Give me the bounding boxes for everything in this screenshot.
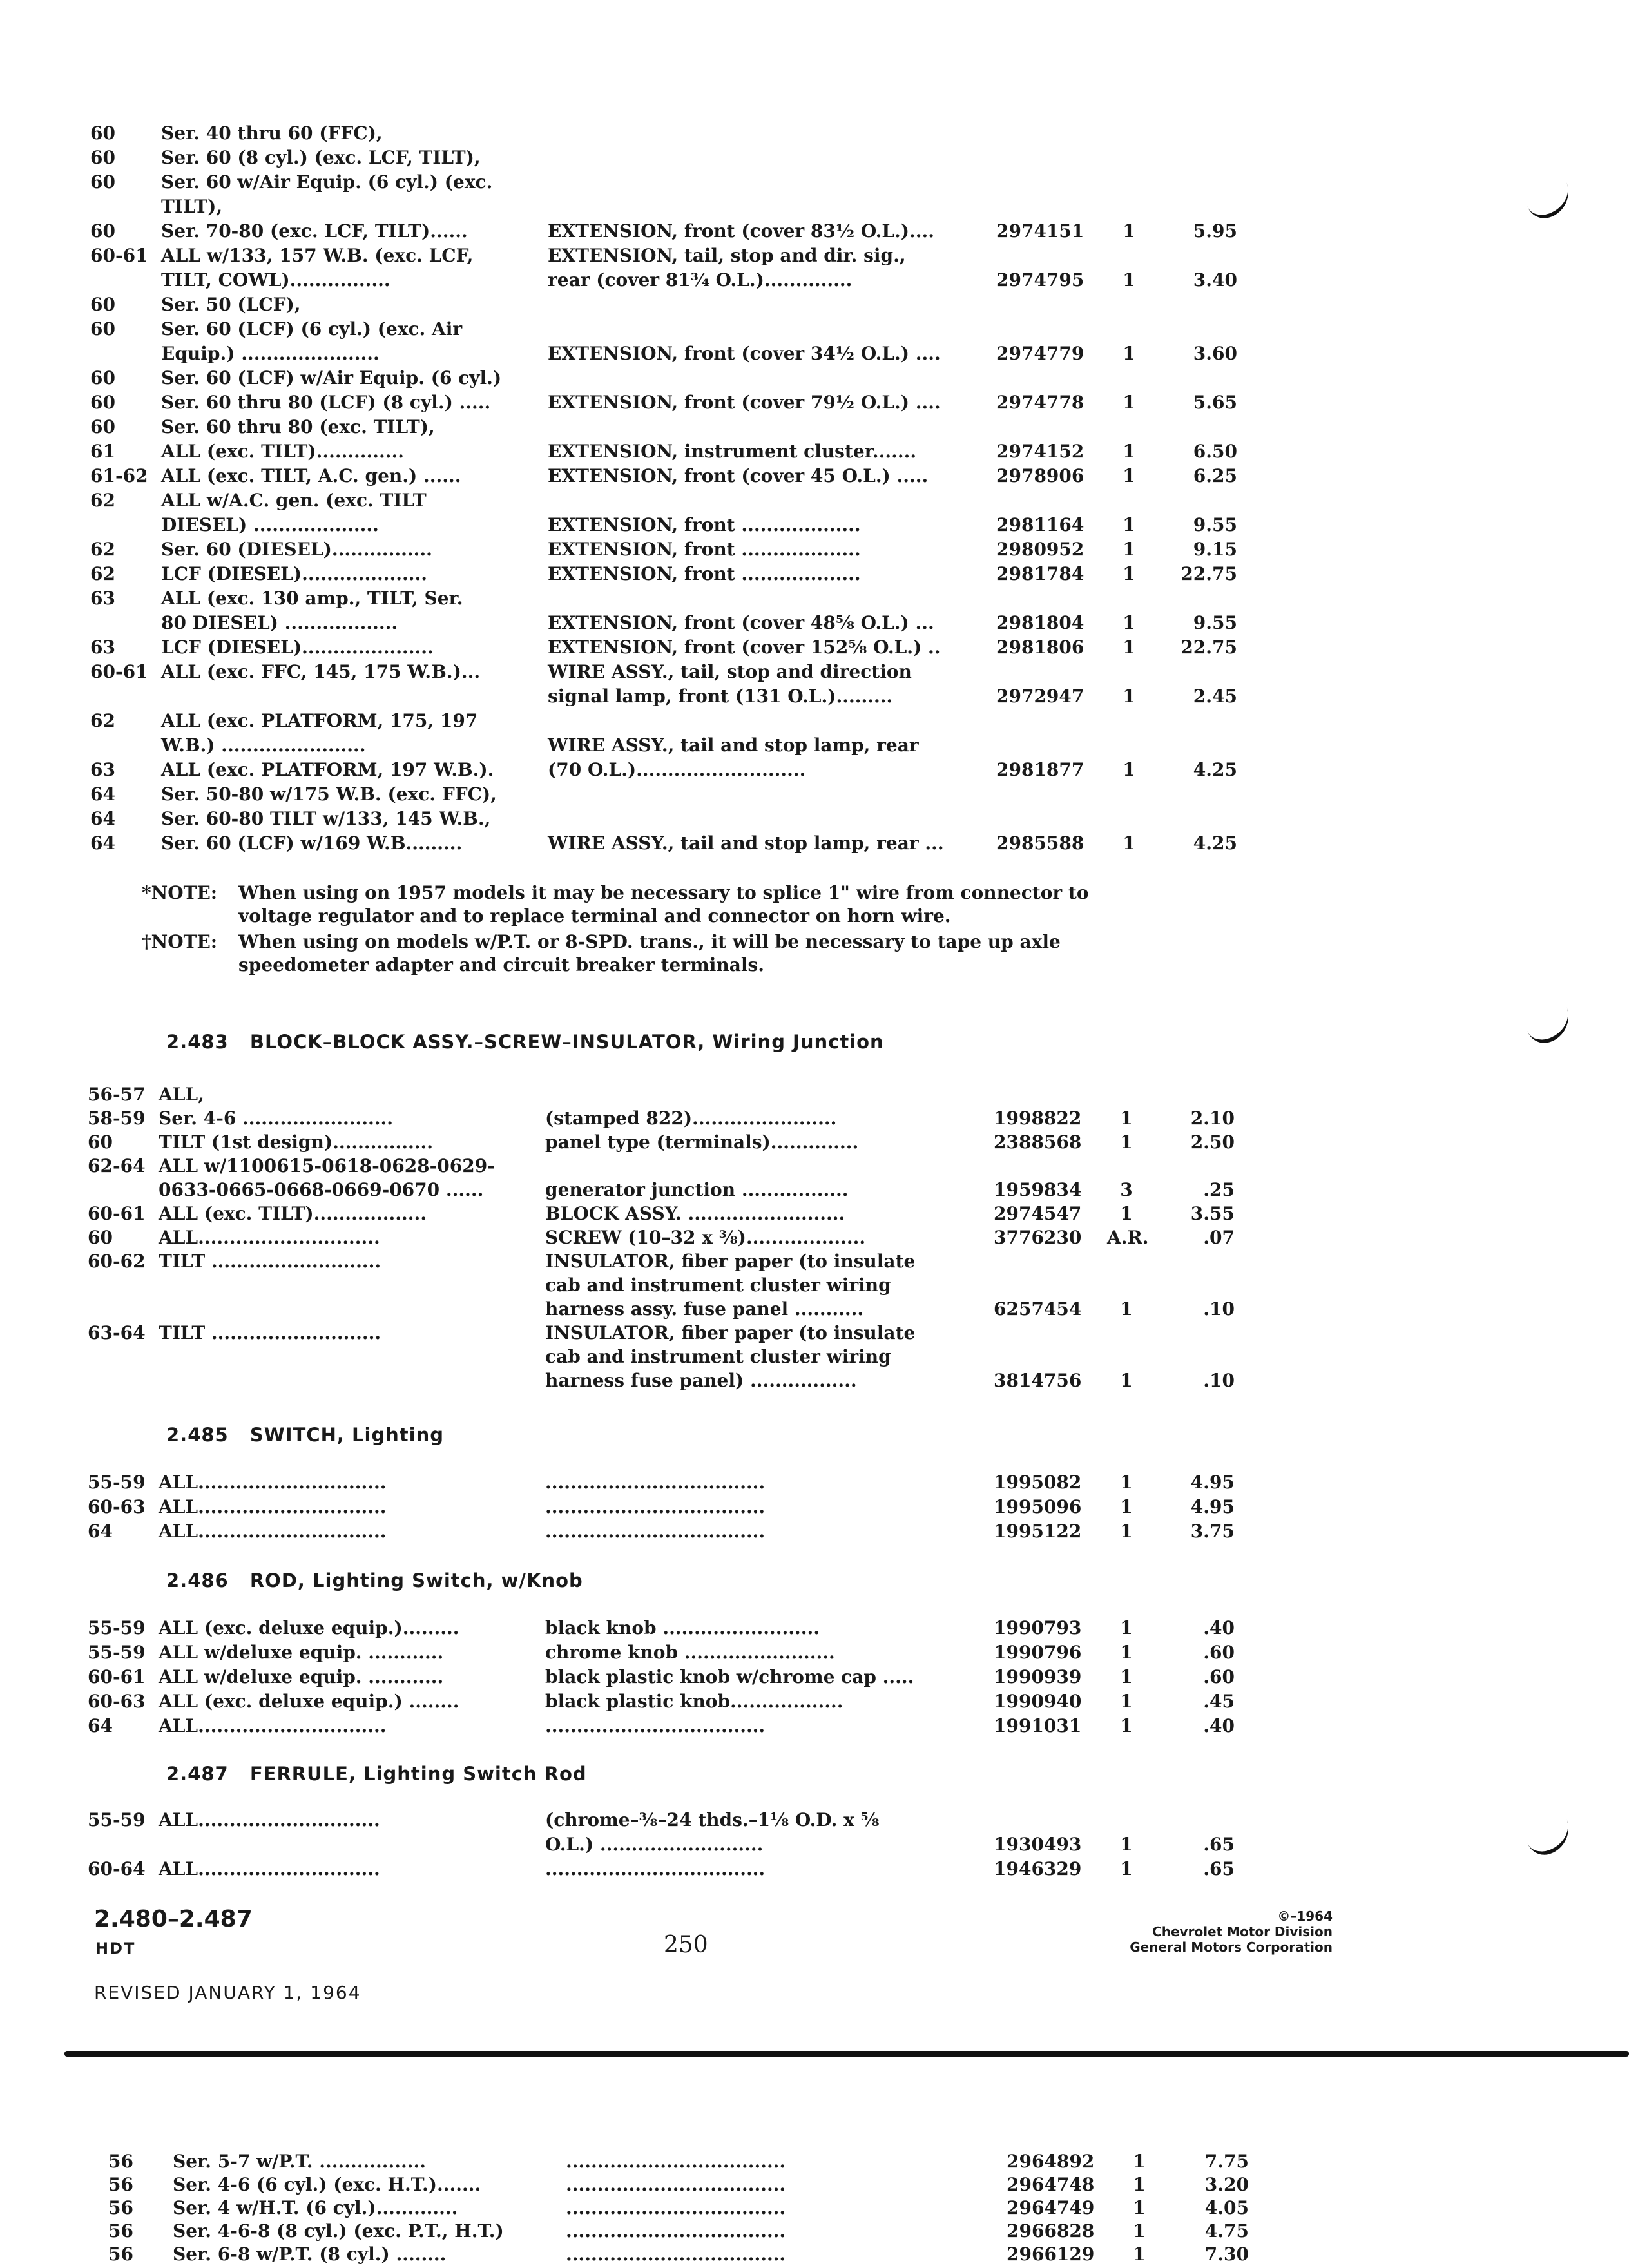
quantity: 1 [1120,1715,1133,1736]
note-text: When using on models w/P.T. or 8-SPD. trans., it will be necessary to tape up axle speedometer adapter and circuit breaker terminals. [238,931,1061,975]
description: EXTENSION, front (cover 152⅝ O.L.) .. [548,637,941,658]
price: 3.75 [1190,1521,1235,1542]
quantity: 1 [1123,269,1135,291]
note-2 [142,930,1166,977]
model-year: 63-64 [88,1322,146,1343]
price: .40 [1203,1715,1235,1736]
binder-hole-mark [1523,1816,1576,1860]
description: WIRE ASSY., tail and stop lamp, rear ... [548,832,944,854]
model-year: 55-59 [88,1809,146,1831]
price: .60 [1203,1666,1235,1687]
model-year: 60 [90,220,115,242]
quantity: 1 [1123,563,1135,584]
section-number: 2.483 [166,1031,229,1053]
quantity: 1 [1123,759,1135,780]
model-year: 56 [108,2174,133,2195]
application: ALL w/deluxe equip. ............ [159,1666,444,1687]
quantity: 1 [1123,612,1135,633]
part-number: 1990796 [994,1642,1082,1663]
application: Ser. 5-7 w/P.T. ................. [173,2151,426,2172]
part-number: 2981806 [996,637,1084,658]
section-number: 2.486 [166,1570,229,1591]
price: 3.60 [1193,343,1237,364]
application: TILT ........................... [159,1251,381,1272]
price: .65 [1203,1858,1235,1879]
model-year: 60-62 [88,1251,146,1272]
application: Ser. 60 (LCF) w/169 W.B......... [161,832,463,854]
application: LCF (DIESEL)..................... [161,637,434,658]
application: Ser. 70-80 (exc. LCF, TILT)...... [161,220,468,242]
part-number: 2981784 [996,563,1084,584]
quantity: 1 [1123,539,1135,560]
model-year: 60 [90,367,115,389]
application: Ser. 60 w/Air Equip. (6 cyl.) (exc. [161,171,493,193]
quantity: 1 [1120,1496,1133,1517]
application: Ser. 50 (LCF), [161,294,301,315]
quantity: 1 [1133,2220,1146,2242]
page-separator [64,2051,1629,2057]
model-year: 60 [90,392,115,413]
model-year: 60 [90,147,115,168]
application: ALL w/deluxe equip. ............ [159,1642,444,1663]
description: ................................... [566,2151,786,2172]
description: SCREW (10–32 x ⅜)................... [545,1227,866,1248]
model-year: 55-59 [88,1472,146,1493]
model-year: 64 [88,1521,113,1542]
price: .10 [1203,1370,1235,1391]
model-year: 60-63 [88,1691,146,1712]
description: BLOCK ASSY. ......................... [545,1203,845,1224]
price: 6.25 [1193,465,1237,486]
application: TILT), [161,196,223,217]
application: ALL.............................. [159,1472,387,1493]
price: 6.50 [1193,441,1237,462]
description: EXTENSION, front (cover 83½ O.L.).... [548,220,935,242]
part-number: 3814756 [994,1370,1082,1391]
footer-publisher [1130,1908,1333,1955]
note-label: *NOTE: [142,882,218,903]
section-subtitle: Lighting Switch Rod [363,1763,587,1785]
model-year: 62 [90,563,115,584]
quantity: 1 [1123,465,1135,486]
model-year: 60 [88,1227,113,1248]
quantity: 1 [1123,392,1135,413]
part-number: 2981877 [996,759,1084,780]
description: EXTENSION, tail, stop and dir. sig., [548,245,906,266]
application: ALL.............................. [159,1715,387,1736]
application: ALL (exc. PLATFORM, 197 W.B.). [161,759,494,780]
part-number: 1995122 [994,1521,1082,1542]
section-title: ROD, [249,1570,305,1591]
description: ................................... [545,1715,766,1736]
application: ALL (exc. FFC, 145, 175 W.B.)... [161,661,481,682]
description: rear (cover 81¾ O.L.).............. [548,269,853,291]
model-year: 60 [90,294,115,315]
part-number: 2964892 [1007,2151,1095,2172]
model-year: 56-57 [88,1084,146,1105]
model-year: 61-62 [90,465,148,486]
description: cab and instrument cluster wiring [545,1346,891,1367]
model-year: 60-61 [88,1203,146,1224]
description: black knob ......................... [545,1617,820,1639]
description: (chrome–⅜–24 thds.–1⅛ O.D. x ⅝ [545,1809,880,1831]
price: 4.95 [1190,1496,1235,1517]
quantity: 1 [1120,1858,1133,1879]
model-year: 60-61 [88,1666,146,1687]
model-year: 63 [90,759,115,780]
price: .45 [1203,1691,1235,1712]
note-1 [142,881,1166,928]
model-year: 60-61 [90,661,148,682]
model-year: 63 [90,637,115,658]
application: Ser. 60 (LCF) (6 cyl.) (exc. Air [161,318,463,340]
description: INSULATOR, fiber paper (to insulate [545,1322,916,1343]
application: ALL............................. [159,1227,380,1248]
application: ALL w/A.C. gen. (exc. TILT [161,490,427,511]
part-number: 6257454 [994,1298,1082,1320]
price: 22.75 [1181,637,1237,658]
quantity: 1 [1120,1472,1133,1493]
model-year: 60-61 [90,245,148,266]
model-year: 58-59 [88,1108,146,1129]
model-year: 64 [90,832,115,854]
model-year: 64 [90,783,115,805]
part-number: 2974547 [994,1203,1082,1224]
part-number: 2974778 [996,392,1084,413]
part-number: 2974779 [996,343,1084,364]
footer-section-code: 2.480–2.487 [94,1906,253,1932]
model-year: 56 [108,2220,133,2242]
company-line-1: Chevrolet Motor Division [1152,1924,1333,1939]
price: 5.65 [1193,392,1237,413]
model-year: 60 [88,1131,113,1153]
application: Ser. 6-8 w/P.T. (8 cyl.) ........ [173,2244,447,2265]
notes [142,881,1166,979]
part-number: 2966129 [1007,2244,1095,2265]
application: ALL w/1100615-0618-0628-0629- [159,1155,495,1177]
model-year: 60-63 [88,1496,146,1517]
price: .07 [1203,1227,1235,1248]
page-number: 250 [664,1932,708,1958]
quantity: 1 [1123,832,1135,854]
part-number: 3776230 [994,1227,1082,1248]
application: Ser. 60-80 TILT w/133, 145 W.B., [161,808,491,829]
section-heading-2483 [166,1031,884,1053]
description: ................................... [566,2197,786,2218]
price: 4.05 [1204,2197,1249,2218]
description: ................................... [545,1496,766,1517]
quantity: 3 [1120,1179,1133,1200]
part-number: 2972947 [996,686,1084,707]
description: EXTENSION, front (cover 34½ O.L.) .... [548,343,941,364]
application: TILT ........................... [159,1322,381,1343]
description: panel type (terminals).............. [545,1131,859,1153]
price: .65 [1203,1834,1235,1855]
model-year: 56 [108,2244,133,2265]
price: 3.20 [1204,2174,1249,2195]
price: 5.95 [1193,220,1237,242]
section-subtitle: Lighting Switch, w/Knob [313,1570,583,1591]
part-number: 2981804 [996,612,1084,633]
description: EXTENSION, front (cover 48⅝ O.L.) ... [548,612,934,633]
price: 2.10 [1190,1108,1235,1129]
binder-hole-mark [1523,1004,1576,1048]
application: Ser. 60 (LCF) w/Air Equip. (6 cyl.) [161,367,502,389]
part-number: 2974795 [996,269,1084,291]
application: TILT (1st design)................ [159,1131,434,1153]
quantity: 1 [1123,514,1135,535]
application: ALL w/133, 157 W.B. (exc. LCF, [161,245,474,266]
description: harness assy. fuse panel ........... [545,1298,864,1320]
application: ALL, [159,1084,204,1105]
description: EXTENSION, instrument cluster....... [548,441,917,462]
section-title: SWITCH, [249,1424,345,1446]
application: ALL (exc. TILT, A.C. gen.) ...... [161,465,461,486]
application: TILT, COWL)................ [161,269,390,291]
model-year: 63 [90,588,115,609]
description: ................................... [545,1472,766,1493]
model-year: 60 [90,416,115,437]
part-number: 2966828 [1007,2220,1095,2242]
part-number: 2964749 [1007,2197,1095,2218]
price: 9.15 [1193,539,1237,560]
price: 4.25 [1193,759,1237,780]
model-year: 62-64 [88,1155,146,1177]
part-number: 1995096 [994,1496,1082,1517]
application: ALL.............................. [159,1496,387,1517]
quantity: A.R. [1107,1227,1149,1248]
quantity: 1 [1123,220,1135,242]
application: LCF (DIESEL).................... [161,563,428,584]
model-year: 56 [108,2197,133,2218]
price: 9.55 [1193,514,1237,535]
part-number: 2985588 [996,832,1084,854]
company-line-2: General Motors Corporation [1130,1939,1333,1955]
description: ................................... [566,2244,786,2265]
application: ALL (exc. TILT).............. [161,441,405,462]
quantity: 1 [1120,1834,1133,1855]
model-year: 60 [90,171,115,193]
part-number: 2964748 [1007,2174,1095,2195]
description: (70 O.L.)........................... [548,759,806,780]
application: DIESEL) .................... [161,514,379,535]
price: 2.45 [1193,686,1237,707]
part-number: 2974151 [996,220,1084,242]
model-year: 60 [90,318,115,340]
section-number: 2.485 [166,1424,229,1446]
application: Ser. 60 thru 80 (LCF) (8 cyl.) ..... [161,392,491,413]
application: Ser. 4-6 ........................ [159,1108,393,1129]
part-number: 1995082 [994,1472,1082,1493]
application: ALL.............................. [159,1521,387,1542]
quantity: 1 [1133,2197,1146,2218]
model-year: 64 [90,808,115,829]
quantity: 1 [1133,2151,1146,2172]
section-heading-2486 [166,1570,583,1591]
application: Equip.) ...................... [161,343,380,364]
price: 22.75 [1181,563,1237,584]
quantity: 1 [1133,2174,1146,2195]
part-number: 1998822 [994,1108,1082,1129]
application: Ser. 4 w/H.T. (6 cyl.)............. [173,2197,458,2218]
application: Ser. 60 (DIESEL)................ [161,539,432,560]
quantity: 1 [1120,1521,1133,1542]
quantity: 1 [1133,2244,1146,2265]
revision-date: REVISED JANUARY 1, 1964 [94,1982,361,2003]
section-title: FERRULE, [249,1763,356,1785]
description: (stamped 822)....................... [545,1108,837,1129]
description: black plastic knob w/chrome cap ..... [545,1666,914,1687]
description: WIRE ASSY., tail and stop lamp, rear [548,735,919,756]
quantity: 1 [1120,1370,1133,1391]
price: 9.55 [1193,612,1237,633]
model-year: 64 [88,1715,113,1736]
section-subtitle: Wiring Junction [712,1031,884,1053]
footer-sub-code: HDT [95,1939,136,1957]
part-number: 2974152 [996,441,1084,462]
description: WIRE ASSY., tail, stop and direction [548,661,912,682]
section-heading-2487 [166,1763,587,1785]
quantity: 1 [1120,1666,1133,1687]
description: INSULATOR, fiber paper (to insulate [545,1251,916,1272]
application: 80 DIESEL) .................. [161,612,398,633]
model-year: 55-59 [88,1642,146,1663]
price: 4.95 [1190,1472,1235,1493]
application: 0633-0665-0668-0669-0670 ...... [159,1179,484,1200]
description: EXTENSION, front (cover 45 O.L.) ..... [548,465,929,486]
price: 4.25 [1193,832,1237,854]
application: Ser. 60 (8 cyl.) (exc. LCF, TILT), [161,147,481,168]
description: black plastic knob.................. [545,1691,843,1712]
model-year: 60 [90,122,115,144]
part-number: 1959834 [994,1179,1082,1200]
part-number: 2981164 [996,514,1084,535]
note-label: †NOTE: [142,931,218,952]
part-number: 1946329 [994,1858,1082,1879]
application: Ser. 40 thru 60 (FFC), [161,122,383,144]
application: Ser. 4-6-8 (8 cyl.) (exc. P.T., H.T.) [173,2220,504,2242]
price: 7.75 [1204,2151,1249,2172]
application: Ser. 50-80 w/175 W.B. (exc. FFC), [161,783,497,805]
description: harness fuse panel) ................. [545,1370,857,1391]
part-number: 2388568 [994,1131,1082,1153]
quantity: 1 [1120,1691,1133,1712]
description: EXTENSION, front ................... [548,514,861,535]
description: ................................... [566,2220,786,2242]
section-number: 2.487 [166,1763,229,1785]
price: .40 [1203,1617,1235,1639]
price: 7.30 [1204,2244,1249,2265]
description: ................................... [545,1858,766,1879]
application: ALL (exc. PLATFORM, 175, 197 [161,710,478,731]
part-number: 1990940 [994,1691,1082,1712]
copyright: ©–1964 [1277,1908,1333,1924]
application: ALL............................. [159,1858,380,1879]
description: O.L.) .......................... [545,1834,764,1855]
description: EXTENSION, front (cover 79½ O.L.) .... [548,392,941,413]
description: generator junction ................. [545,1179,849,1200]
price: .60 [1203,1642,1235,1663]
price: 3.40 [1193,269,1237,291]
application: Ser. 4-6 (6 cyl.) (exc. H.T.)....... [173,2174,481,2195]
section-title: BLOCK–BLOCK ASSY.–SCREW–INSULATOR, [249,1031,706,1053]
application: ALL (exc. TILT).................. [159,1203,427,1224]
model-year: 60-64 [88,1858,146,1879]
application: Ser. 60 thru 80 (exc. TILT), [161,416,435,437]
price: .25 [1203,1179,1235,1200]
part-number: 1990939 [994,1666,1082,1687]
description: chrome knob ........................ [545,1642,835,1663]
model-year: 55-59 [88,1617,146,1639]
price: .10 [1203,1298,1235,1320]
price: 2.50 [1190,1131,1235,1153]
quantity: 1 [1120,1617,1133,1639]
model-year: 62 [90,490,115,511]
model-year: 62 [90,539,115,560]
description: ................................... [545,1521,766,1542]
price: 3.55 [1190,1203,1235,1224]
quantity: 1 [1123,343,1135,364]
quantity: 1 [1120,1108,1133,1129]
quantity: 1 [1123,686,1135,707]
quantity: 1 [1120,1298,1133,1320]
quantity: 1 [1120,1203,1133,1224]
quantity: 1 [1123,441,1135,462]
part-number: 1930493 [994,1834,1082,1855]
model-year: 56 [108,2151,133,2172]
part-number: 1991031 [994,1715,1082,1736]
application: W.B.) ....................... [161,735,366,756]
description: ................................... [566,2174,786,2195]
model-year: 61 [90,441,115,462]
quantity: 1 [1123,637,1135,658]
section-heading-2485 [166,1424,444,1446]
application: ALL (exc. 130 amp., TILT, Ser. [161,588,463,609]
section-subtitle: Lighting [351,1424,444,1446]
quantity: 1 [1120,1642,1133,1663]
quantity: 1 [1120,1131,1133,1153]
price: 4.75 [1204,2220,1249,2242]
note-text: When using on 1957 models it may be necessary to splice 1" wire from connector to voltage regulator and to replace terminal and connector on horn wire. [238,882,1089,927]
model-year: 62 [90,710,115,731]
part-number: 1990793 [994,1617,1082,1639]
part-number: 2978906 [996,465,1084,486]
part-number: 2980952 [996,539,1084,560]
description: cab and instrument cluster wiring [545,1274,891,1296]
application: ALL............................. [159,1809,380,1831]
binder-hole-mark [1523,180,1576,223]
description: signal lamp, front (131 O.L.)......... [548,686,893,707]
application: ALL (exc. deluxe equip.)......... [159,1617,459,1639]
description: EXTENSION, front ................... [548,563,861,584]
application: ALL (exc. deluxe equip.) ........ [159,1691,459,1712]
description: EXTENSION, front ................... [548,539,861,560]
